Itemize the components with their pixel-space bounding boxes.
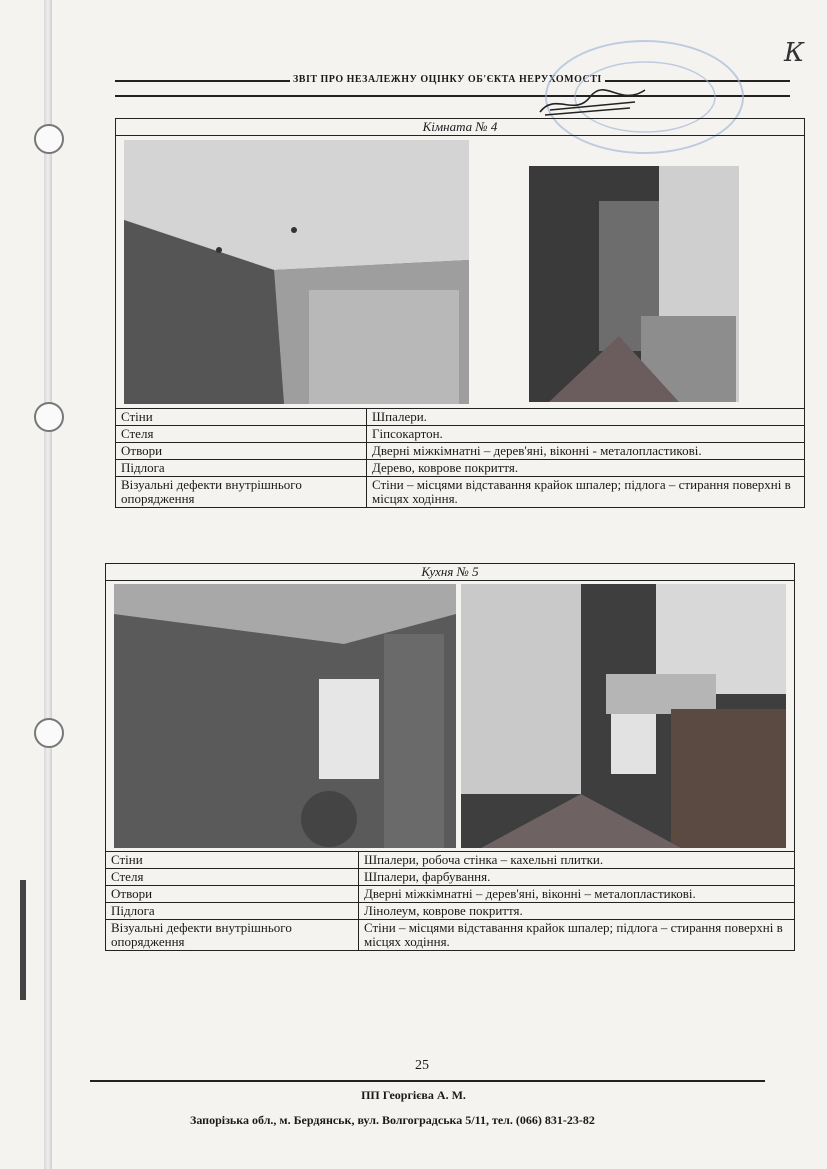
kitchen5-row-value: Дверні міжкімнатні – дерев'яні, віконні – металопластикові. (359, 886, 795, 903)
kitchen5-stove-photo (461, 584, 786, 848)
room4-table (115, 118, 805, 508)
room4-hallway-photo (529, 166, 739, 402)
room4-row-label: Отвори (116, 443, 367, 460)
page-number: 25 (415, 1058, 429, 1073)
room4-row-value: Шпалери. (367, 409, 805, 426)
kitchen5-table (105, 563, 795, 951)
report-header-title: ЗВІТ ПРО НЕЗАЛЕЖНУ ОЦІНКУ ОБ'ЄКТА НЕРУХОМОСТІ (290, 74, 605, 85)
binding-strip (44, 0, 52, 1169)
kitchen5-row-label: Візуальні дефекти внутрішнього опорядження (106, 920, 359, 951)
room4-row-label: Стеля (116, 426, 367, 443)
room4-photos (116, 136, 805, 409)
kitchen5-row-label: Стеля (106, 869, 359, 886)
room4-row-value: Стіни – місцями відставання крайок шпалер; підлога – стирання поверхні в місцях ходіння. (367, 477, 805, 508)
room4-row-value: Дерево, коврове покриття. (367, 460, 805, 477)
kitchen5-row-label: Підлога (106, 903, 359, 920)
room4-row-label: Стіни (116, 409, 367, 426)
room4-ceiling-photo (124, 140, 469, 404)
kitchen5-row-value: Шпалери, фарбування. (359, 869, 795, 886)
kitchen5-row-label: Отвори (106, 886, 359, 903)
room4-row-value: Гіпсокартон. (367, 426, 805, 443)
kitchen5-row-value: Шпалери, робоча стінка – кахельні плитки. (359, 852, 795, 869)
room4-title: Кімната № 4 (116, 119, 805, 136)
company-name: ПП Георгієва А. М. (361, 1088, 466, 1102)
edge-mark (20, 880, 26, 1000)
punch-hole (34, 124, 64, 154)
kitchen5-title: Кухня № 5 (106, 564, 795, 581)
handwritten-mark: К (784, 38, 805, 68)
kitchen5-row-label: Стіни (106, 852, 359, 869)
kitchen5-boiler-photo (114, 584, 456, 848)
footer-rule (90, 1080, 765, 1082)
kitchen5-row-value: Лінолеум, коврове покриття. (359, 903, 795, 920)
room4-row-value: Дверні міжкімнатні – дерев'яні, віконні - металопластикові. (367, 443, 805, 460)
punch-hole (34, 718, 64, 748)
signature-image (535, 82, 655, 122)
room4-row-label: Візуальні дефекти внутрішнього опорядження (116, 477, 367, 508)
punch-hole (34, 402, 64, 432)
company-address: Запорізька обл., м. Бердянськ, вул. Волгоградська 5/11, тел. (066) 831-23-82 (190, 1113, 595, 1127)
kitchen5-photos (106, 581, 795, 852)
kitchen5-row-value: Стіни – місцями відставання крайок шпалер; підлога – стирання поверхні в місцях ходіння. (359, 920, 795, 951)
room4-row-label: Підлога (116, 460, 367, 477)
